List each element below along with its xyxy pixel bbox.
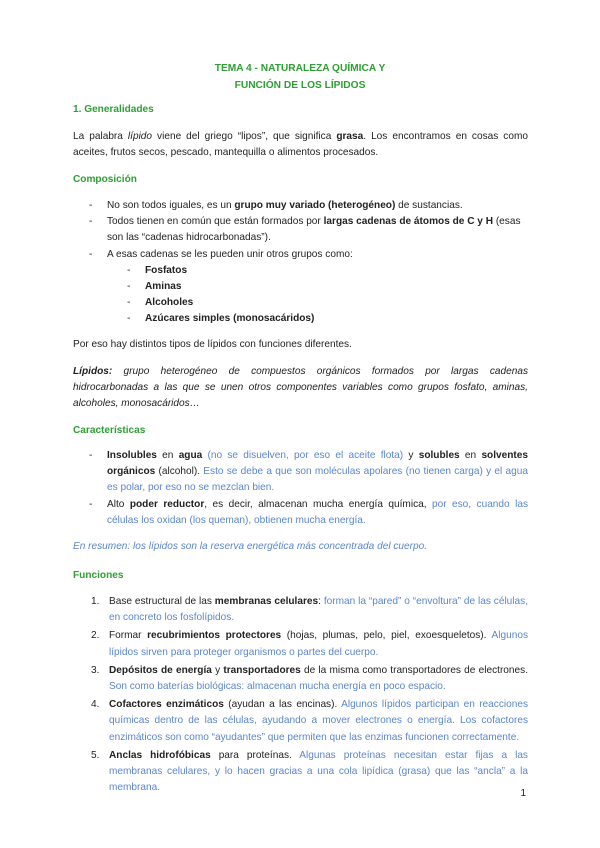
list-item: - Todos tienen en común que están formados por largas cadenas de átomos de C y H (esas son las “cadenas hidrocarbonadas”). [73,214,528,246]
list-item: - Alto poder reductor, es decir, almacenan mucha energía química, por eso, cuando las células los oxidan (los queman), obtienen mucha energía. [73,497,528,529]
summary-note: En resumen: los lípidos son la reserva energética más concentrada del cuerpo. [73,541,428,552]
composicion-conclusion: Por eso hay distintos tipos de lípidos con funciones diferentes. [73,339,352,350]
list-item: - No son todos iguales, es un grupo muy variado (heterogéneo) de sustancias. [73,198,528,214]
group-item: - Aminas [73,279,528,295]
subheading-caracteristicas: Características [73,425,146,436]
group-item: - Alcoholes [73,295,528,311]
list-item: 2. Formar recubrimientos protectores (hojas, plumas, pelo, piel, exoesqueletos). Algunos lípidos sirven para proteger organismos o partes del cuerpo. [91,630,528,658]
lipid-definition: Lípidos: grupo heterogéneo de compuestos orgánicos formados por largas cadenas hidrocarbonadas a las que se unen otros componentes variables como grupos fosfato, aminas, alcoholes, monosacáridos… [73,366,528,410]
page-title [0,60,600,94]
list-item: - Insolubles en agua (no se disuelven, por eso el aceite flota) y solubles en solventes orgánicos (alcohol). Esto se debe a que son moléculas apolares (no tienen carga) y el agua es polar, por eso no se mezclan bien. [73,448,528,497]
group-item: - Azúcares simples (monosacáridos) [73,311,528,327]
composicion-list [73,198,528,328]
definition-term: Lípidos: [73,366,113,377]
list-item: 1. Base estructural de las membranas celulares: forman la “pared” o “envoltura” de las células, en concreto los fosfolípidos. [91,596,529,624]
title-line-2: FUNCIÓN DE LOS LÍPIDOS [234,80,366,91]
list-item: 5. Anclas hidrofóbicas para proteínas. Algunas proteínas necesitan estar fijas a las membranas celulares, y lo hacen gracias a una cola lipídica (grasa) que las “ancla” a la membrana. [91,749,528,794]
title-line-1: TEMA 4 - NATURALEZA QUÍMICA Y [214,63,386,74]
list-item: - A esas cadenas se les pueden unir otros grupos como: [73,247,528,263]
group-item: - Fosfatos [73,263,528,279]
funciones-list [73,594,528,796]
list-item: 4. Cofactores enzimáticos (ayudan a las encinas). Algunos lípidos participan en reacciones químicas dentro de las células, ayudando a mover electrones o energía. Los cofactores enzimáticos son como “ayudantes” que permiten que las enzimas funcionen correctamente. [91,699,529,743]
section-heading-generalidades: 1. Generalidades [73,104,154,115]
page-number: 1 [520,788,526,799]
caracteristicas-list [73,448,528,529]
subheading-funciones: Funciones [73,570,124,581]
list-item: 3. Depósitos de energía y transportadores de la misma como transportadores de electrones. Son como baterías biológicas: almacenan mucha energía en poco espacio. [91,664,528,693]
intro-paragraph: La palabra lípido viene del griego “lipos”, que significa grasa. Los encontramos en cosas como aceites, frutos secos, pescado, mantequilla o alimentos procesados. [73,131,528,159]
subheading-composicion: Composición [73,174,137,185]
